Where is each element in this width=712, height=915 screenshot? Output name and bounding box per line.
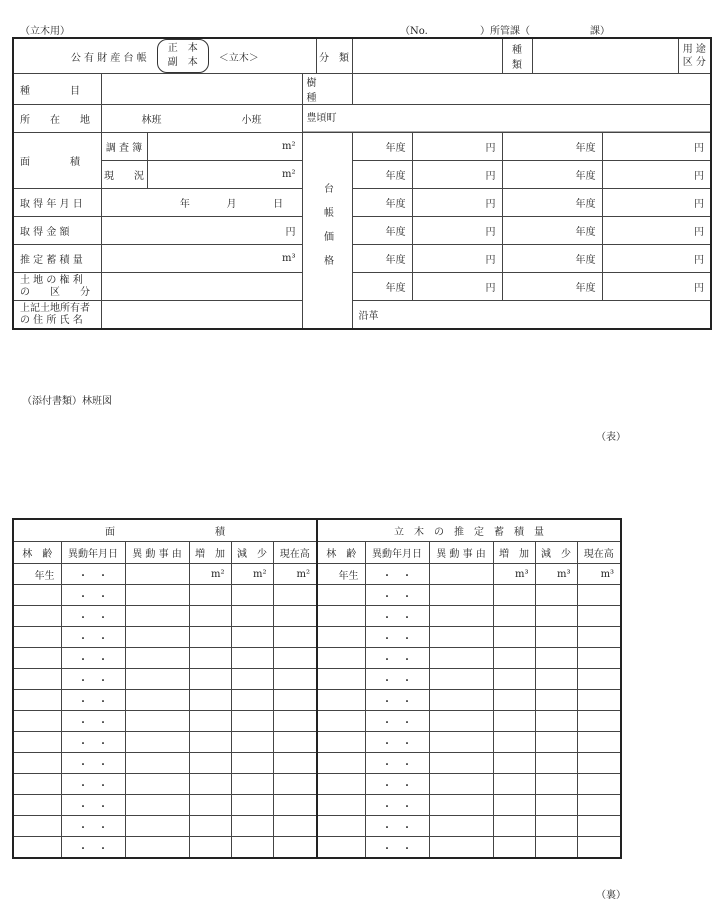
- front-ledger-table: [12, 37, 712, 330]
- current-cell[interactable]: m³: [577, 564, 621, 585]
- table-row: [13, 837, 621, 859]
- date-cell[interactable]: ・ ・: [61, 606, 125, 627]
- current-cell[interactable]: [577, 774, 621, 795]
- shumoku-value[interactable]: [101, 74, 302, 105]
- current-cell[interactable]: [273, 585, 317, 606]
- col-increase: 増 加: [189, 542, 231, 564]
- decrease-cell[interactable]: [535, 606, 577, 627]
- acq-date-value[interactable]: [101, 189, 302, 217]
- current-cell[interactable]: [577, 732, 621, 753]
- increase-cell[interactable]: [189, 837, 231, 859]
- col-current: 現在高: [273, 542, 317, 564]
- reason-cell[interactable]: [429, 564, 493, 585]
- fy-11: 年度: [352, 273, 412, 301]
- age-cell[interactable]: [317, 774, 365, 795]
- volume-section-header: 立 木 の 推 定 蓄 積 量: [317, 519, 621, 542]
- increase-cell[interactable]: [189, 732, 231, 753]
- table-row: [13, 564, 621, 585]
- date-cell[interactable]: ・ ・: [365, 564, 429, 585]
- date-cell[interactable]: ・ ・: [61, 648, 125, 669]
- current-cell[interactable]: [273, 753, 317, 774]
- age-cell[interactable]: [13, 648, 61, 669]
- decrease-cell[interactable]: [535, 711, 577, 732]
- increase-cell[interactable]: [493, 585, 535, 606]
- age-cell[interactable]: [317, 816, 365, 837]
- location-text: 所 在 地: [20, 115, 90, 126]
- history-cell[interactable]: [352, 301, 711, 330]
- table-row: [13, 690, 621, 711]
- col-decrease: 減 少: [231, 542, 273, 564]
- decrease-cell[interactable]: [231, 648, 273, 669]
- age-cell[interactable]: [13, 690, 61, 711]
- decrease-cell[interactable]: [231, 627, 273, 648]
- fy-10: 年度: [502, 245, 602, 273]
- reason-cell[interactable]: [125, 795, 189, 816]
- reason-cell[interactable]: [429, 795, 493, 816]
- date-cell[interactable]: ・ ・: [365, 690, 429, 711]
- reason-cell[interactable]: [429, 648, 493, 669]
- increase-cell[interactable]: [493, 711, 535, 732]
- increase-cell[interactable]: m²: [189, 564, 231, 585]
- yen-3[interactable]: 円: [412, 161, 502, 189]
- reason-cell[interactable]: [429, 774, 493, 795]
- current-cell[interactable]: [577, 648, 621, 669]
- age-cell[interactable]: [317, 690, 365, 711]
- jushu-value[interactable]: [352, 74, 711, 105]
- table-row: [13, 669, 621, 690]
- table-row: [13, 732, 621, 753]
- age-cell[interactable]: [317, 837, 365, 859]
- date-cell[interactable]: ・ ・: [365, 627, 429, 648]
- increase-cell[interactable]: [189, 774, 231, 795]
- use-label-1: 用 途: [682, 44, 706, 55]
- date-cell[interactable]: ・ ・: [61, 732, 125, 753]
- current-cell[interactable]: [273, 837, 317, 859]
- col-decrease: 減 少: [535, 542, 577, 564]
- increase-cell[interactable]: [189, 585, 231, 606]
- date-cell[interactable]: ・ ・: [61, 711, 125, 732]
- decrease-cell[interactable]: [231, 837, 273, 859]
- ledger-title: 公 有 財 産 台 帳: [70, 52, 147, 64]
- decrease-cell[interactable]: m³: [535, 564, 577, 585]
- age-cell[interactable]: 年生: [13, 564, 61, 585]
- area-label: [13, 133, 101, 189]
- table-row: [13, 648, 621, 669]
- class-label: 分 類: [316, 38, 352, 74]
- reason-cell[interactable]: [125, 837, 189, 859]
- history-label: 沿革: [358, 311, 379, 322]
- reason-cell[interactable]: [125, 774, 189, 795]
- yen-1[interactable]: 円: [412, 133, 502, 161]
- decrease-cell[interactable]: [231, 795, 273, 816]
- age-cell[interactable]: [317, 669, 365, 690]
- title-cell: [13, 38, 316, 74]
- kind-value[interactable]: [532, 38, 678, 74]
- increase-cell[interactable]: [493, 732, 535, 753]
- col-age: 林 齢: [13, 542, 61, 564]
- survey-book-label: 調 査 簿: [101, 133, 147, 161]
- reason-cell[interactable]: [429, 690, 493, 711]
- col-reason: 異 動 事 由: [125, 542, 189, 564]
- yen-7[interactable]: 円: [412, 217, 502, 245]
- date-cell[interactable]: ・ ・: [365, 606, 429, 627]
- col-increase: 増 加: [493, 542, 535, 564]
- decrease-cell[interactable]: [535, 669, 577, 690]
- date-cell[interactable]: ・ ・: [61, 795, 125, 816]
- age-cell[interactable]: [13, 837, 61, 859]
- owner-2: の 住 所 氏 名: [20, 314, 83, 326]
- land-right-value[interactable]: [101, 273, 302, 301]
- copy-original: 正 本: [167, 43, 198, 54]
- date-cell[interactable]: ・ ・: [365, 816, 429, 837]
- fy-9: 年度: [352, 245, 412, 273]
- acq-amount-label: [13, 217, 101, 245]
- jushu-text: 樹 種: [306, 78, 347, 104]
- back-history-table: [12, 518, 622, 859]
- current-cell[interactable]: [577, 690, 621, 711]
- kind-label: 種 類: [502, 38, 532, 74]
- current-cell[interactable]: [577, 669, 621, 690]
- date-cell[interactable]: ・ ・: [61, 564, 125, 585]
- age-cell[interactable]: [317, 585, 365, 606]
- area-text: 面 積: [20, 157, 80, 168]
- owner-value[interactable]: [101, 301, 302, 330]
- current-cell[interactable]: [577, 711, 621, 732]
- date-cell[interactable]: ・ ・: [61, 753, 125, 774]
- land-right-1: 土 地 の 権 利: [20, 274, 83, 286]
- current-cell[interactable]: m²: [273, 564, 317, 585]
- owner-1: 上記土地所有者: [20, 302, 90, 314]
- shumoku-text: 種 目: [20, 85, 80, 97]
- decrease-cell[interactable]: [535, 648, 577, 669]
- reason-cell[interactable]: [125, 648, 189, 669]
- acq-date-label: [13, 189, 101, 217]
- volume-value[interactable]: m³: [101, 245, 302, 273]
- fy-7: 年度: [352, 217, 412, 245]
- land-right-2: の 区 分: [20, 286, 90, 298]
- jushu-label: [302, 74, 352, 105]
- current-cell[interactable]: [273, 606, 317, 627]
- current-label: 現 況: [101, 161, 147, 189]
- reason-cell[interactable]: [429, 816, 493, 837]
- fy-3: 年度: [352, 161, 412, 189]
- age-cell[interactable]: [317, 711, 365, 732]
- age-cell[interactable]: [317, 795, 365, 816]
- use-label-2: 区 分: [682, 57, 706, 68]
- no-label: （No.: [400, 26, 428, 37]
- current-cell[interactable]: [273, 795, 317, 816]
- current-cell[interactable]: [577, 837, 621, 859]
- date-cell[interactable]: ・ ・: [365, 774, 429, 795]
- date-cell[interactable]: ・ ・: [365, 795, 429, 816]
- age-cell[interactable]: [317, 648, 365, 669]
- col-date: 異動年月日: [61, 542, 125, 564]
- increase-cell[interactable]: [493, 753, 535, 774]
- increase-cell[interactable]: [493, 837, 535, 859]
- fy-12: 年度: [502, 273, 602, 301]
- increase-cell[interactable]: [493, 627, 535, 648]
- table-row: [13, 627, 621, 648]
- date-cell[interactable]: ・ ・: [365, 732, 429, 753]
- reason-cell[interactable]: [125, 627, 189, 648]
- increase-cell[interactable]: [189, 816, 231, 837]
- fy-4: 年度: [502, 161, 602, 189]
- yen-9[interactable]: 円: [412, 245, 502, 273]
- date-cell[interactable]: ・ ・: [365, 753, 429, 774]
- fy-1: 年度: [352, 133, 412, 161]
- copy-bracket: [157, 39, 209, 73]
- date-cell[interactable]: ・ ・: [365, 711, 429, 732]
- yen-6[interactable]: 円: [602, 189, 711, 217]
- increase-cell[interactable]: [493, 795, 535, 816]
- front-side-label: （表）: [596, 432, 626, 443]
- age-cell[interactable]: [13, 753, 61, 774]
- decrease-cell[interactable]: [535, 627, 577, 648]
- current-cell[interactable]: [577, 753, 621, 774]
- decrease-cell[interactable]: [231, 732, 273, 753]
- date-cell[interactable]: ・ ・: [365, 648, 429, 669]
- decrease-cell[interactable]: [231, 774, 273, 795]
- col-current: 現在高: [577, 542, 621, 564]
- increase-cell[interactable]: [493, 648, 535, 669]
- increase-cell[interactable]: [189, 627, 231, 648]
- current-cell[interactable]: [577, 627, 621, 648]
- date-cell[interactable]: ・ ・: [61, 816, 125, 837]
- table-row: [13, 711, 621, 732]
- decrease-cell[interactable]: [535, 837, 577, 859]
- area-section-header: 面 積: [13, 519, 317, 542]
- age-cell[interactable]: [13, 795, 61, 816]
- date-cell[interactable]: ・ ・: [61, 585, 125, 606]
- increase-cell[interactable]: m³: [493, 564, 535, 585]
- age-cell[interactable]: [317, 753, 365, 774]
- decrease-cell[interactable]: [231, 816, 273, 837]
- decrease-cell[interactable]: [231, 585, 273, 606]
- increase-cell[interactable]: [189, 690, 231, 711]
- current-cell[interactable]: [273, 732, 317, 753]
- date-cell[interactable]: ・ ・: [365, 669, 429, 690]
- form-type-label: （立木用）: [20, 26, 70, 37]
- age-cell[interactable]: [13, 816, 61, 837]
- dept-suffix: 課）: [590, 26, 610, 37]
- increase-cell[interactable]: [189, 753, 231, 774]
- shohan-label: 小班: [241, 115, 262, 126]
- current-cell[interactable]: [577, 816, 621, 837]
- decrease-cell[interactable]: m²: [231, 564, 273, 585]
- date-cell[interactable]: ・ ・: [61, 669, 125, 690]
- table-row: [13, 795, 621, 816]
- decrease-cell[interactable]: [535, 795, 577, 816]
- land-right-label: [13, 273, 101, 301]
- current-cell[interactable]: [273, 627, 317, 648]
- volume-label: [13, 245, 101, 273]
- ledger-value-text: 台帳価格: [321, 182, 333, 279]
- table-row: [13, 585, 621, 606]
- increase-cell[interactable]: [189, 648, 231, 669]
- ledger-value-label: [302, 133, 352, 330]
- class-value[interactable]: [352, 38, 502, 74]
- location-label: [13, 105, 101, 133]
- increase-cell[interactable]: [493, 816, 535, 837]
- col-age: 林 齢: [317, 542, 365, 564]
- decrease-cell[interactable]: [231, 690, 273, 711]
- reason-cell[interactable]: [429, 627, 493, 648]
- decrease-cell[interactable]: [231, 606, 273, 627]
- table-row: [13, 816, 621, 837]
- age-cell[interactable]: [317, 627, 365, 648]
- current-cell[interactable]: [577, 585, 621, 606]
- decrease-cell[interactable]: [231, 711, 273, 732]
- type-label: ＜立木＞: [218, 52, 259, 64]
- age-cell[interactable]: [317, 732, 365, 753]
- increase-cell[interactable]: [493, 669, 535, 690]
- decrease-cell[interactable]: [535, 774, 577, 795]
- age-cell[interactable]: [13, 585, 61, 606]
- reason-cell[interactable]: [125, 564, 189, 585]
- age-cell[interactable]: [13, 711, 61, 732]
- acq-date-text: 取 得 年 月 日: [20, 199, 83, 210]
- reason-cell[interactable]: [429, 606, 493, 627]
- back-side-label: （裏）: [596, 890, 626, 901]
- increase-cell[interactable]: [189, 669, 231, 690]
- age-cell[interactable]: [13, 627, 61, 648]
- fy-5: 年度: [352, 189, 412, 217]
- current-cell[interactable]: [273, 690, 317, 711]
- yen-2[interactable]: 円: [602, 133, 711, 161]
- age-cell[interactable]: [13, 732, 61, 753]
- current-cell[interactable]: [577, 795, 621, 816]
- town-cell[interactable]: [302, 105, 711, 133]
- date-cell[interactable]: ・ ・: [365, 837, 429, 859]
- use-label: [678, 38, 711, 74]
- date-cell[interactable]: ・ ・: [365, 585, 429, 606]
- fy-8: 年度: [502, 217, 602, 245]
- reason-cell[interactable]: [429, 732, 493, 753]
- age-cell[interactable]: [317, 606, 365, 627]
- shumoku-label: [13, 74, 101, 105]
- dept-label: ）所管課（: [480, 26, 530, 37]
- reason-cell[interactable]: [429, 711, 493, 732]
- reason-cell[interactable]: [125, 732, 189, 753]
- reason-cell[interactable]: [125, 585, 189, 606]
- month-label: 月: [226, 199, 237, 210]
- yen-8[interactable]: 円: [602, 217, 711, 245]
- town-name: 豊頃町: [303, 105, 711, 132]
- age-cell[interactable]: [13, 606, 61, 627]
- decrease-cell[interactable]: [231, 669, 273, 690]
- table-row: [13, 606, 621, 627]
- owner-label: [13, 301, 101, 330]
- reason-cell[interactable]: [429, 753, 493, 774]
- col-date: 異動年月日: [365, 542, 429, 564]
- acq-amount-value[interactable]: 円: [101, 217, 302, 245]
- reason-cell[interactable]: [125, 711, 189, 732]
- current-cell[interactable]: [273, 774, 317, 795]
- increase-cell[interactable]: [189, 795, 231, 816]
- age-cell[interactable]: 年生: [317, 564, 365, 585]
- fy-6: 年度: [502, 189, 602, 217]
- acq-amount-text: 取 得 金 額: [20, 227, 70, 238]
- current-cell[interactable]: [273, 648, 317, 669]
- increase-cell[interactable]: [189, 711, 231, 732]
- copy-duplicate: 副 本: [167, 57, 198, 68]
- reason-cell[interactable]: [429, 585, 493, 606]
- yen-4[interactable]: 円: [602, 161, 711, 189]
- current-cell[interactable]: [273, 816, 317, 837]
- decrease-cell[interactable]: [535, 753, 577, 774]
- age-cell[interactable]: [13, 669, 61, 690]
- attachment-note: （添付書類）林班図: [22, 396, 112, 407]
- current-cell[interactable]: [273, 669, 317, 690]
- current-cell[interactable]: [577, 606, 621, 627]
- current-cell[interactable]: [273, 711, 317, 732]
- table-row: [13, 774, 621, 795]
- fy-2: 年度: [502, 133, 602, 161]
- yen-11[interactable]: 円: [412, 273, 502, 301]
- decrease-cell[interactable]: [535, 732, 577, 753]
- date-cell[interactable]: ・ ・: [61, 627, 125, 648]
- decrease-cell[interactable]: [535, 690, 577, 711]
- date-cell[interactable]: ・ ・: [61, 837, 125, 859]
- volume-text: 推 定 蓄 積 量: [20, 255, 83, 266]
- day-label: 日: [273, 199, 284, 210]
- reason-cell[interactable]: [125, 753, 189, 774]
- year-label: 年: [179, 199, 190, 210]
- reason-cell[interactable]: [125, 690, 189, 711]
- increase-cell[interactable]: [493, 606, 535, 627]
- reason-cell[interactable]: [429, 837, 493, 859]
- table-row: [13, 753, 621, 774]
- yen-10[interactable]: 円: [602, 245, 711, 273]
- decrease-cell[interactable]: [535, 816, 577, 837]
- yen-5[interactable]: 円: [412, 189, 502, 217]
- reason-cell[interactable]: [125, 816, 189, 837]
- current-value[interactable]: m²: [147, 161, 302, 189]
- rinpan-label: 林班: [141, 115, 162, 126]
- date-cell[interactable]: ・ ・: [61, 690, 125, 711]
- date-cell[interactable]: ・ ・: [61, 774, 125, 795]
- increase-cell[interactable]: [493, 690, 535, 711]
- survey-book-value[interactable]: m²: [147, 133, 302, 161]
- reason-cell[interactable]: [429, 669, 493, 690]
- increase-cell[interactable]: [189, 606, 231, 627]
- age-cell[interactable]: [13, 774, 61, 795]
- decrease-cell[interactable]: [535, 585, 577, 606]
- rinpan-cell[interactable]: [101, 105, 302, 133]
- decrease-cell[interactable]: [231, 753, 273, 774]
- yen-12[interactable]: 円: [602, 273, 711, 301]
- reason-cell[interactable]: [125, 669, 189, 690]
- increase-cell[interactable]: [493, 774, 535, 795]
- reason-cell[interactable]: [125, 606, 189, 627]
- col-reason: 異 動 事 由: [429, 542, 493, 564]
